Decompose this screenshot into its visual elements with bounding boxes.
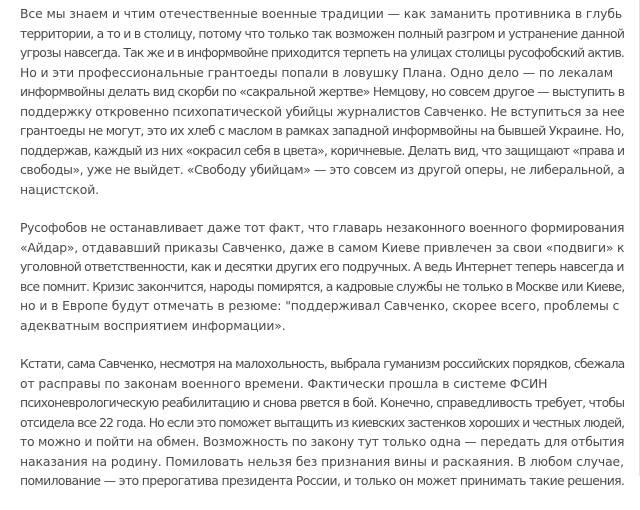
text-line: «Айдар», отдававший приказы Савченко, даже в самом Киеве привлечен за свои «подвиги» к: [20, 239, 625, 255]
article-body: [20, 4, 626, 510]
text-line: поддержав, каждый из них «окрасил себя в цвета», коричневые. Делать вид, что защищают «права и: [20, 142, 625, 158]
text-line: Кстати, сама Савченко, несмотря на малохольность, выбрала гуманизм российских порядков, сбежала: [20, 356, 625, 371]
text-line: Но и эти профессиональные грантоеды попали в ловушку Плана. Одно дело — по лекалам: [20, 64, 613, 80]
text-line: угрозы навсегда. Так же и в информвойне приходится терпеть на улицах столицы русофобский актив.: [20, 45, 625, 60]
text-line: от расправы по законам военного времени. Фактически прошла в системе ФСИН: [20, 375, 548, 391]
text-line: но и в Европе будут отмечать в резюме: "поддерживал Савченко, скорее всего, проблемы с: [20, 298, 620, 313]
text-line: уголовной ответственности, как и десятки других его подручных. А ведь Интернет теперь навсегда и: [20, 259, 624, 274]
text-line: адекватным восприятием информации».: [20, 317, 286, 333]
text-line: отсидела все 22 года. Но если это поможет вытащить из киевских застенков хороших и честных людей,: [20, 414, 625, 430]
text-line: нацистской.: [20, 181, 99, 197]
paragraph-1: [20, 4, 626, 199]
text-line: поддержку откровенно психопатической убийцы журналистов Савченко. Не вступиться за нее: [20, 103, 625, 119]
text-line: информвойны делать вид скорби по «сакральной жертве» Немцову, но совсем другое — выступить в: [20, 84, 625, 99]
paragraph-3: [20, 354, 626, 491]
text-line: наказания на родину. Помиловать нельзя без признания вины и раскаяния. В любом случае,: [20, 453, 624, 469]
text-line: все помнит. Кризис закончится, народы помирятся, а кадровые службы не только в Москве или Киеве,: [20, 278, 625, 294]
paragraph-2: [20, 218, 626, 335]
text-line: то можно и пойти на обмен. Возможность по закону тут только одна — передать для отбытия: [20, 434, 625, 449]
text-line: свободы», уже не выйдет. «Свободу убийцам» — это совсем из другой оперы, не либеральной, а: [20, 162, 625, 177]
text-line: территории, а то и в столицу, потому что только так возможен полный разгром и устранение данной: [20, 25, 625, 41]
text-line: Русофобов не останавливает даже тот факт, что главарь незаконного военного формирования: [20, 220, 625, 235]
text-line: грантоеды не могут, это их хлеб с маслом в рамках западной информвойны на бывшей Украине. Но,: [20, 123, 624, 138]
text-line: психоневрологическую реабилитацию и снова рвется в бой. Конечно, справедливость требует, чтобы: [20, 395, 625, 410]
text-line: помилование — это прерогатива президента России, и только он может принимать такие решения.: [20, 473, 625, 488]
text-line: Все мы знаем и чтим отечественные военные традиции — как заманить противника в глубь: [20, 6, 623, 21]
